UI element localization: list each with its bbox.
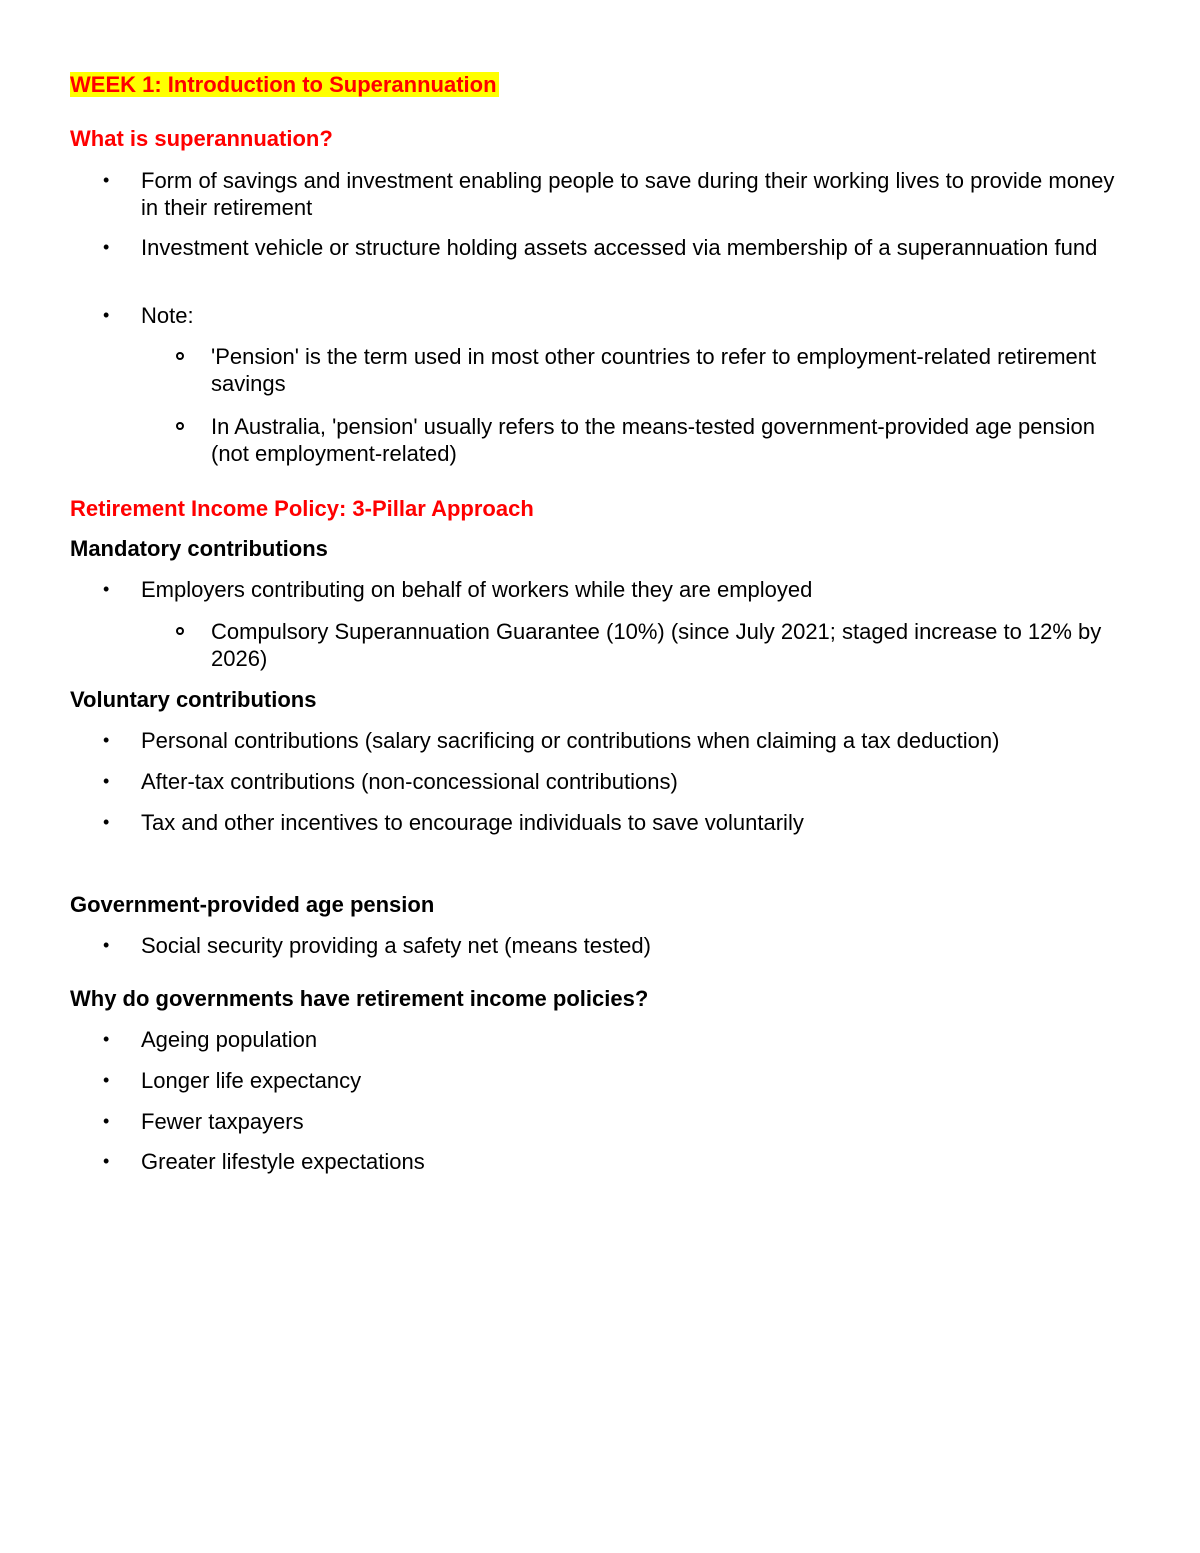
bullet-dot: •: [103, 771, 110, 791]
sub-bullet-circle: [176, 352, 184, 360]
bullet-dot: •: [103, 812, 110, 832]
heading-voluntary-contributions: Voluntary contributions: [70, 687, 317, 712]
list-item: Fewer taxpayers: [141, 1109, 304, 1134]
list-item: Tax and other incentives to encourage individuals to save voluntarily: [141, 810, 804, 835]
heading-what-is-superannuation: What is superannuation?: [70, 126, 333, 151]
list-item: Note:: [141, 303, 194, 328]
bullet-dot: •: [103, 237, 110, 257]
heading-mandatory-contributions: Mandatory contributions: [70, 536, 328, 561]
list-item: After-tax contributions (non-concessional contributions): [141, 769, 678, 794]
list-item: Ageing population: [141, 1027, 318, 1052]
bullet-dot: •: [103, 579, 110, 599]
bullet-dot: •: [103, 305, 110, 325]
bullet-dot: •: [103, 935, 110, 955]
sub-list-item: 'Pension' is the term used in most other countries to refer to employment-related retirement savings: [211, 344, 1097, 396]
document-title: [70, 71, 499, 99]
sub-list-item: In Australia, 'pension' usually refers to the means-tested government-provided age pension (not employment-related): [211, 414, 1096, 466]
heading-retirement-income-policy: Retirement Income Policy: 3-Pillar Approach: [70, 496, 534, 521]
list-item: Personal contributions (salary sacrificing or contributions when claiming a tax deduction): [141, 728, 1000, 753]
bullet-dot: •: [103, 1111, 110, 1131]
sub-list-item: Compulsory Superannuation Guarantee (10%) (since July 2021; staged increase to 12% by 2026): [211, 619, 1102, 671]
bullet-dot: •: [103, 1070, 110, 1090]
list-item: Investment vehicle or structure holding assets accessed via membership of a superannuation fund: [141, 235, 1098, 260]
bullet-dot: •: [103, 730, 110, 750]
list-item: Form of savings and investment enabling people to save during their working lives to provide money in their retirement: [141, 168, 1115, 220]
bullet-dot: •: [103, 1151, 110, 1171]
sub-bullet-circle: [176, 627, 184, 635]
list-item: Greater lifestyle expectations: [141, 1149, 425, 1174]
title-highlight: WEEK 1: Introduction to Superannuation: [70, 72, 497, 97]
list-item: Employers contributing on behalf of workers while they are employed: [141, 577, 813, 602]
heading-why-governments: Why do governments have retirement income policies?: [70, 986, 649, 1011]
sub-bullet-circle: [176, 422, 184, 430]
list-item: Longer life expectancy: [141, 1068, 362, 1093]
list-item: Social security providing a safety net (means tested): [141, 933, 651, 958]
heading-age-pension: Government-provided age pension: [70, 892, 435, 917]
bullet-dot: •: [103, 170, 110, 190]
bullet-dot: •: [103, 1029, 110, 1049]
